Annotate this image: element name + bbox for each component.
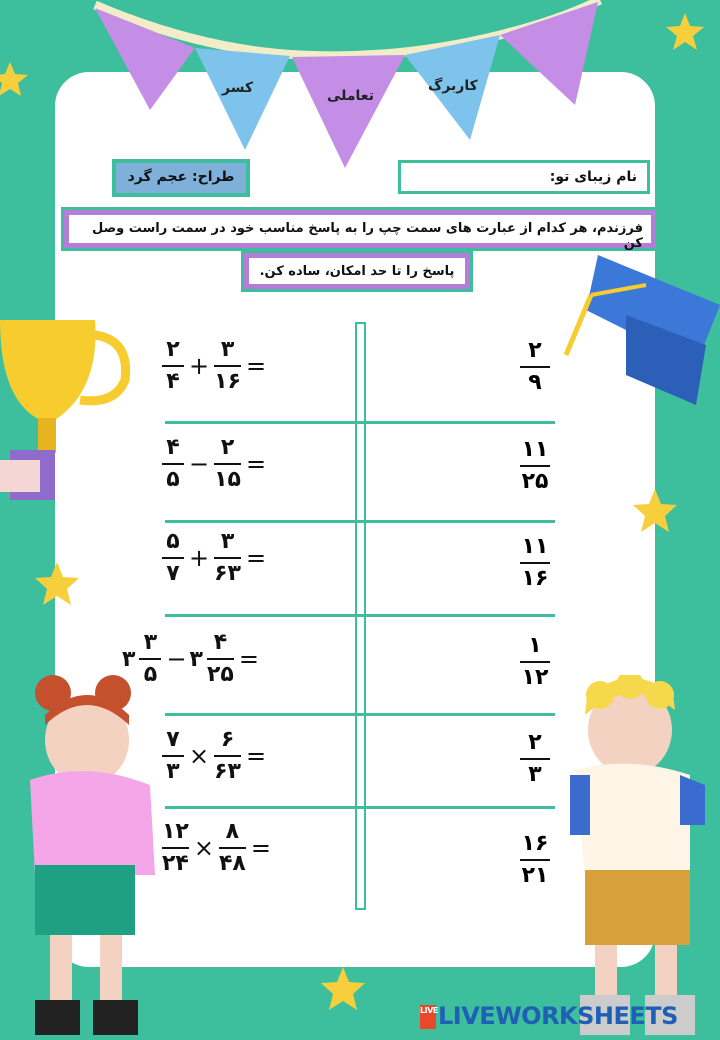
operator: −	[189, 450, 210, 478]
liveworksheets-logo	[420, 1002, 678, 1030]
flag-blue-1	[195, 48, 290, 150]
star-icon	[630, 487, 680, 535]
fraction-a: $\frac{۱۲}{۲۴}$	[162, 819, 189, 876]
fraction-b: $\frac{۳}{۱۶}$	[214, 337, 241, 394]
flag-purple-middle	[292, 55, 405, 168]
equals-sign: =	[245, 352, 267, 380]
student-name-field[interactable]	[398, 160, 650, 194]
fraction-a: $\frac{۲}{۴}$	[162, 337, 184, 395]
row-divider	[165, 614, 555, 617]
star-icon	[666, 13, 704, 50]
row-divider	[165, 806, 555, 809]
answer-4[interactable]: $\frac{۱}{۱۲}$	[521, 633, 549, 690]
question-6[interactable]	[160, 819, 274, 877]
equals-sign: =	[238, 645, 259, 673]
operator: +	[189, 544, 210, 572]
row-divider	[165, 421, 555, 424]
star-icon	[33, 560, 81, 608]
question-3[interactable]	[160, 529, 269, 587]
answer-2[interactable]: $\frac{۱۱}{۲۵}$	[521, 437, 549, 494]
fraction-b: $\frac{۴}{۲۵}$	[206, 630, 234, 687]
equals-sign: =	[245, 742, 267, 770]
equals-sign: =	[245, 450, 267, 478]
answer-3[interactable]: $\frac{۱۱}{۱۶}$	[521, 534, 549, 591]
designer-label: طراح: عجم گرد	[112, 159, 250, 197]
question-2[interactable]	[160, 435, 269, 493]
row-divider	[165, 520, 555, 523]
star-icon	[0, 62, 28, 96]
instruction-line-2: پاسخ را تا حد امکان، ساده کن.	[244, 253, 470, 289]
question-1[interactable]	[160, 337, 269, 395]
answer-6[interactable]: $\frac{۱۶}{۲۱}$	[521, 831, 549, 888]
whole-b: ۳	[189, 646, 203, 672]
question-4[interactable]	[122, 630, 262, 688]
girl-character-illustration	[5, 665, 165, 1040]
flag-label-worksheet: کاربرگ	[428, 78, 478, 94]
brand-text: LIVEWORKSHEETS	[438, 1002, 678, 1030]
fraction-a: $\frac{۴}{۵}$	[162, 435, 184, 493]
flag-label-fraction: کسر	[222, 80, 254, 96]
star-icon	[318, 965, 368, 1015]
question-5[interactable]	[160, 727, 269, 785]
instruction-line-1: فرزندم، هر کدام از عبارت های سمت چپ را به پاسخ مناسب خود در سمت راست وصل کن	[64, 210, 656, 248]
fraction-b: $\frac{۸}{۴۸}$	[218, 819, 246, 876]
fraction-b: $\frac{۲}{۱۵}$	[214, 435, 241, 492]
whole-a: ۳	[122, 646, 136, 672]
row-divider	[165, 713, 555, 716]
operator: +	[189, 352, 210, 380]
graduation-cap-icon	[556, 255, 720, 415]
fraction-b: $\frac{۶}{۶۳}$	[214, 727, 241, 784]
trophy-icon	[0, 300, 140, 530]
flag-label-interactive: تعاملی	[327, 88, 374, 104]
equals-sign: =	[250, 834, 271, 862]
student-name-label: نام زیبای تو:	[549, 169, 637, 185]
answer-5[interactable]: $\frac{۲}{۳}$	[518, 730, 552, 788]
fraction-a: $\frac{۵}{۷}$	[162, 529, 184, 587]
operator: ×	[193, 834, 214, 862]
fraction-b: $\frac{۳}{۶۳}$	[214, 529, 241, 586]
operator: −	[166, 645, 187, 673]
boy-character-illustration	[555, 675, 720, 1040]
fraction-a: $\frac{۷}{۳}$	[162, 727, 184, 785]
fraction-a: $\frac{۳}{۵}$	[139, 630, 161, 688]
live-badge-icon: LIVE	[420, 1005, 436, 1029]
answer-1[interactable]: $\frac{۲}{۹}$	[518, 338, 552, 396]
operator: ×	[189, 742, 210, 770]
equals-sign: =	[245, 544, 267, 572]
